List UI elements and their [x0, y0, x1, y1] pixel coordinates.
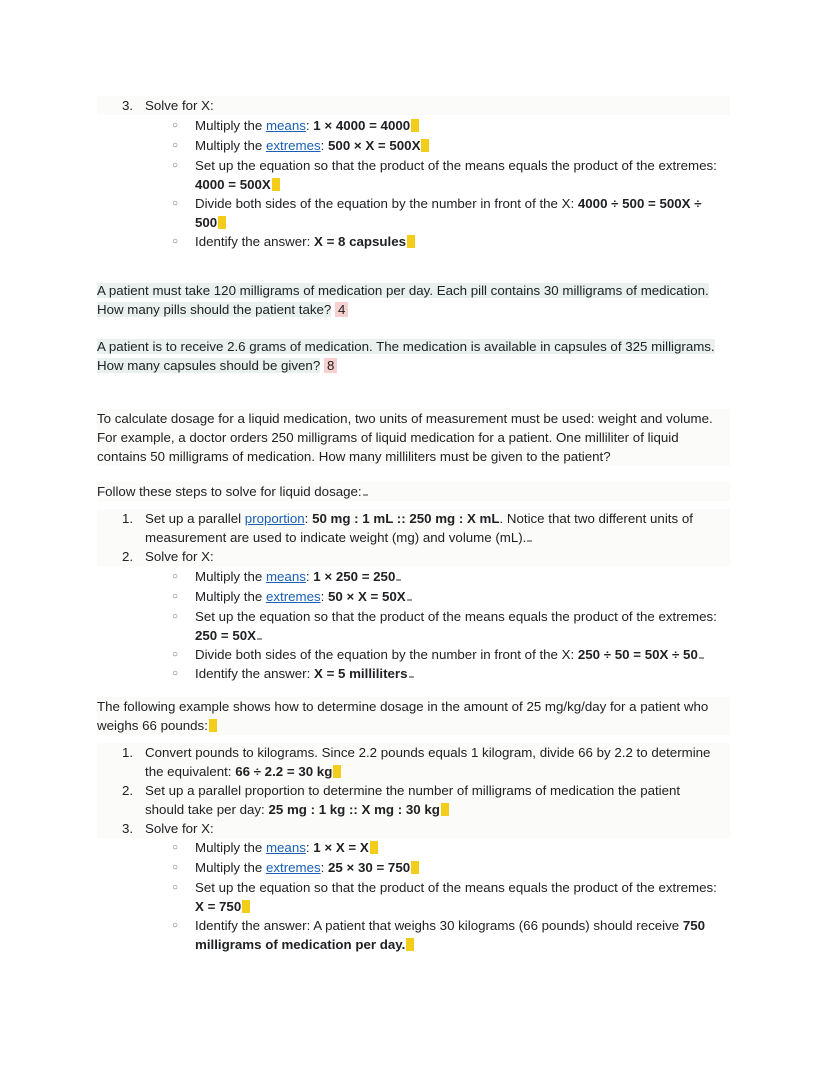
- comment-marker-icon[interactable]: [370, 841, 378, 854]
- weight-intro-paragraph: The following example shows how to determine dosage in the amount of 25 mg/kg/day for a patient who weighs 66 pounds:: [97, 697, 730, 735]
- comment-marker-icon[interactable]: [421, 139, 429, 152]
- comment-marker-icon[interactable]: [406, 938, 414, 951]
- step-3-row: [97, 96, 730, 115]
- comment-marker-icon[interactable]: [527, 540, 532, 542]
- comment-marker-icon[interactable]: [411, 861, 419, 874]
- bullet-circle-icon: ○: [172, 920, 179, 931]
- step-label: Solve for X:: [145, 98, 214, 113]
- bullet-item: ○ Set up the equation so that the product of the means equals the product of the extremes: 250 = 50X: [172, 609, 717, 643]
- comment-marker-icon[interactable]: [411, 119, 419, 132]
- answer-field[interactable]: 4: [335, 302, 348, 317]
- comment-marker-icon[interactable]: [699, 657, 704, 659]
- bullet-circle-icon: ○: [172, 160, 179, 171]
- bullet-circle-icon: ○: [172, 649, 179, 660]
- bullet-item: ○ Identify the answer: X = 5 milliliters: [97, 664, 730, 683]
- step-number: 3.: [122, 98, 134, 113]
- bullet-item: ○ Identify the answer: A patient that weighs 30 kilograms (66 pounds) should receive 750 milligrams of medication per day.: [172, 918, 706, 952]
- comment-marker-icon[interactable]: [333, 765, 341, 778]
- comment-marker-icon[interactable]: [272, 178, 280, 191]
- bullet-item: ○ Multiply the means: 1 × X = X: [97, 838, 730, 857]
- bullet-item: ○ Identify the answer: X = 8 capsules: [97, 232, 730, 251]
- liquid-intro-paragraph: To calculate dosage for a liquid medication, two units of measurement must be used: weight and volume. For example, a doctor orders 250 milligrams of liquid medication for a patient. One milliliter of liquid contains 50 milligrams of medication. How many milliliters must be given to the patient?: [97, 409, 730, 466]
- answer-field[interactable]: 8: [324, 358, 337, 373]
- comment-marker-icon[interactable]: [257, 638, 262, 640]
- extremes-link[interactable]: extremes: [265, 589, 321, 604]
- bullet-item: ○ Multiply the extremes: 50 × X = 50X: [97, 587, 730, 606]
- liquid-step-2: 2. Solve for X:: [97, 547, 730, 566]
- bullet-item: ○ Multiply the extremes: 500 × X = 500X: [97, 136, 730, 155]
- comment-marker-icon[interactable]: [209, 719, 217, 732]
- bullet-item: ○ Multiply the means: 1 × 250 = 250: [97, 567, 730, 586]
- weight-step-3: 3. Solve for X:: [97, 819, 730, 838]
- bullet-item: ○ Set up the equation so that the product of the means equals the product of the extremes: 4000 = 500X: [172, 158, 717, 192]
- bullet-circle-icon: ○: [172, 842, 179, 853]
- bullet-circle-icon: ○: [172, 140, 179, 151]
- means-link[interactable]: means: [265, 569, 306, 584]
- bullet-item: ○ Set up the equation so that the product of the means equals the product of the extremes: X = 750: [172, 880, 717, 914]
- weight-step-1: 1. Convert pounds to kilograms. Since 2.2 pounds equals 1 kilogram, divide 66 by 2.2 to determine the equivalent: 66 ÷ 2.2 = 30 kg: [97, 743, 730, 781]
- proportion-link[interactable]: proportion: [244, 511, 305, 526]
- bullet-circle-icon: ○: [172, 668, 179, 679]
- means-link[interactable]: means: [265, 118, 306, 133]
- bullet-item: ○ Multiply the extremes: 25 × 30 = 750: [97, 858, 730, 877]
- weight-step-2: 2. Set up a parallel proportion to determine the number of milligrams of medication the patient should take per day: 25 mg : 1 kg :: X mg : 30 kg: [97, 781, 730, 819]
- liquid-step-1: 1. Set up a parallel proportion: 50 mg : 1 mL :: 250 mg : X mL. Notice that two different units of measurement are used to indicate weight (mg) and volume (mL).: [97, 509, 730, 547]
- question-1: A patient must take 120 milligrams of medication per day. Each pill contains 30 milligrams of medication. How many pills should the patient take? 4: [97, 283, 709, 317]
- extremes-link[interactable]: extremes: [265, 138, 321, 153]
- follow-steps-paragraph: Follow these steps to solve for liquid dosage:: [97, 482, 730, 501]
- bullet-circle-icon: ○: [172, 591, 179, 602]
- extremes-link[interactable]: extremes: [265, 860, 321, 875]
- comment-marker-icon[interactable]: [218, 216, 226, 229]
- comment-marker-icon[interactable]: [441, 803, 449, 816]
- comment-marker-icon[interactable]: [407, 599, 412, 601]
- comment-marker-icon[interactable]: [363, 494, 368, 496]
- comment-marker-icon[interactable]: [409, 676, 414, 678]
- bullet-circle-icon: ○: [172, 236, 179, 247]
- question-2: A patient is to receive 2.6 grams of medication. The medication is available in capsules of 325 milligrams. How many capsules should be given? 8: [97, 339, 715, 373]
- comment-marker-icon[interactable]: [242, 900, 250, 913]
- bullet-circle-icon: ○: [172, 198, 179, 209]
- bullet-item: ○ Divide both sides of the equation by the number in front of the X: 4000 ÷ 500 = 500X ÷ 500: [172, 196, 702, 230]
- bullet-circle-icon: ○: [172, 882, 179, 893]
- means-link[interactable]: means: [265, 840, 306, 855]
- bullet-circle-icon: ○: [172, 611, 179, 622]
- comment-marker-icon[interactable]: [407, 235, 415, 248]
- bullet-circle-icon: ○: [172, 571, 179, 582]
- bullet-circle-icon: ○: [172, 120, 179, 131]
- bullet-circle-icon: ○: [172, 862, 179, 873]
- bullet-item: ○ Divide both sides of the equation by the number in front of the X: 250 ÷ 50 = 50X ÷ 50: [97, 645, 730, 664]
- bullet-item: ○ Multiply the means: 1 × 4000 = 4000: [97, 116, 730, 135]
- comment-marker-icon[interactable]: [396, 579, 401, 581]
